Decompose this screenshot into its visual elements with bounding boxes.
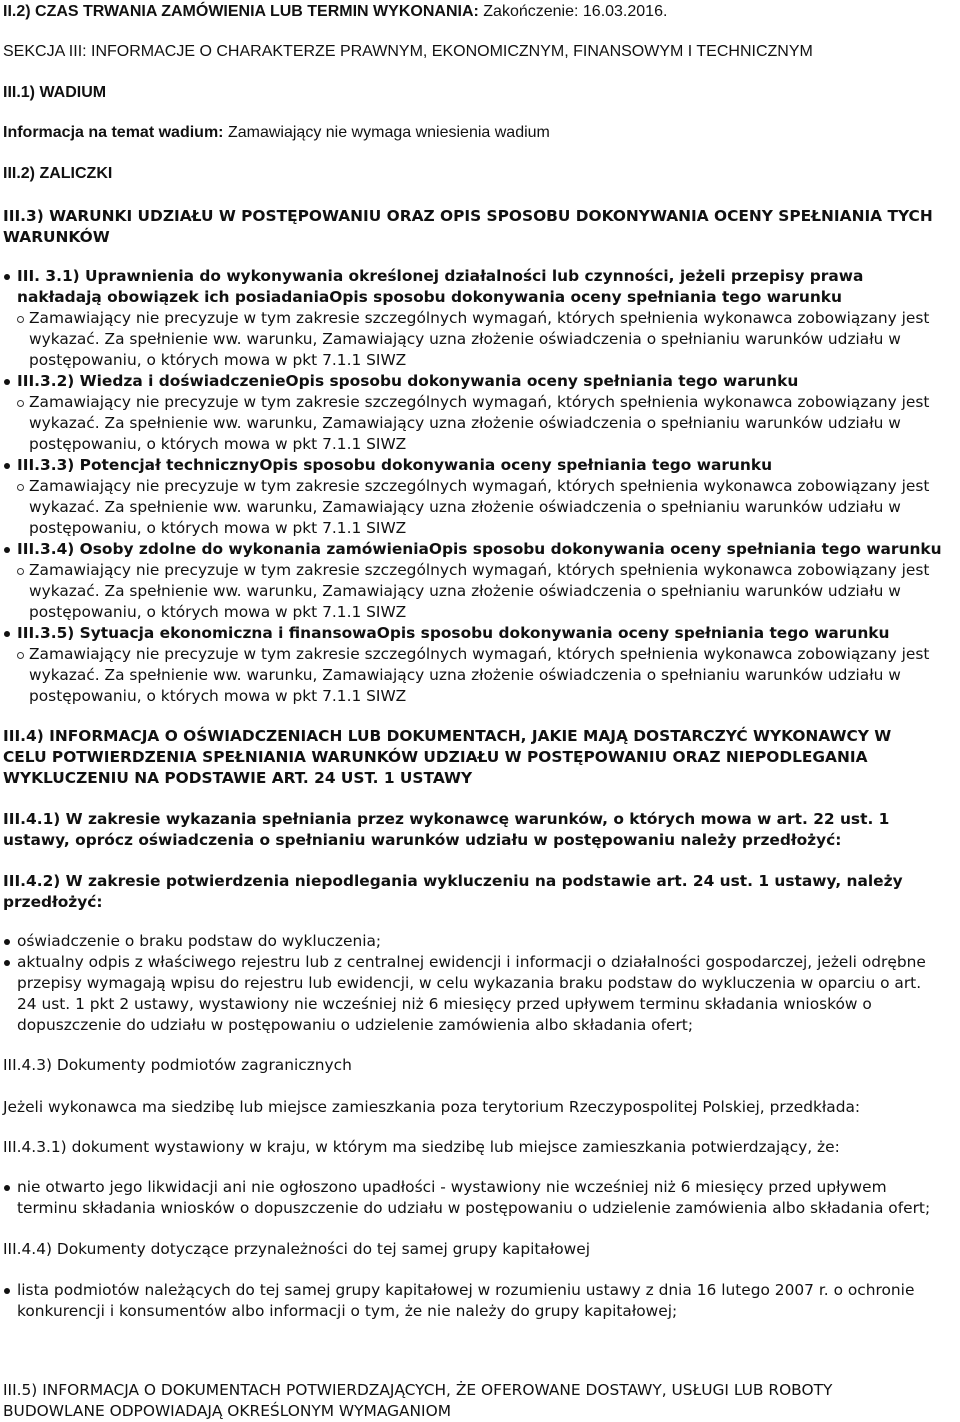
condition-desc-line1: Zamawiający nie precyzuje w tym zakresie szczególnych wymagań, których spełnienia wykonawca zobowiązany jest bbox=[29, 309, 930, 327]
list-item-line: lista podmiotów należących do tej samej grupy kapitałowej w rozumieniu ustawy z dnia 16 lutego 2007 r. o ochronie bbox=[17, 1281, 915, 1299]
condition-item bbox=[3, 539, 959, 623]
documents-p3: III.4.3) Dokumenty podmiotów zagranicznych bbox=[3, 1056, 352, 1074]
wadium-value: Zamawiający nie wymaga wniesienia wadium bbox=[227, 124, 550, 141]
documents-p1-line2: ustawy, oprócz oświadczenia o spełnianiu warunków udziału w postępowaniu należy przedłożyć: bbox=[3, 831, 842, 849]
condition-desc-line2: wykazać. Za spełnienie ww. warunku, Zamawiający uzna złożenie oświadczenia o spełnianiu warunków udziału w bbox=[29, 498, 901, 516]
documents-heading bbox=[3, 726, 959, 789]
list-item bbox=[3, 1177, 959, 1219]
confirming-heading-line1: III.5) INFORMACJA O DOKUMENTACH POTWIERDZAJĄCYCH, ŻE OFEROWANE DOSTAWY, USŁUGI LUB ROBOTY bbox=[3, 1381, 833, 1399]
list-item-line: konkurencji i konsumentów albo informacji o tym, że nie należy do grupy kapitałowej; bbox=[17, 1302, 678, 1320]
condition-item bbox=[3, 623, 959, 707]
condition-description bbox=[15, 476, 959, 539]
condition-title-line1: III.3.2) Wiedza i doświadczenieOpis sposobu dokonywania oceny spełniania tego warunku bbox=[17, 372, 799, 390]
list-item-line: terminu składania wniosków o dopuszczenie do udziału w postępowaniu o udzielenie zamówienia albo składania ofert; bbox=[17, 1199, 931, 1217]
duration-line bbox=[3, 2, 959, 22]
list-item bbox=[3, 952, 959, 1036]
wadium-label: Informacja na temat wadium: bbox=[3, 124, 224, 141]
condition-desc-line3: postępowaniu, o których mowa w pkt 7.1.1 SIWZ bbox=[29, 519, 407, 537]
condition-desc-line2: wykazać. Za spełnienie ww. warunku, Zamawiający uzna złożenie oświadczenia o spełnianiu warunków udziału w bbox=[29, 666, 901, 684]
foreign-documents-list bbox=[3, 1177, 959, 1219]
list-item-line: nie otwarto jego likwidacji ani nie ogłoszono upadłości - wystawiony nie wcześniej niż 6 miesięcy przed upływem bbox=[17, 1178, 887, 1196]
conditions-heading-line2: WARUNKÓW bbox=[3, 228, 110, 246]
documents-p2-line1: III.4.2) W zakresie potwierdzenia niepodlegania wykluczeniu na podstawie art. 24 ust. 1 ustawy, należy bbox=[3, 872, 903, 890]
condition-desc-line2: wykazać. Za spełnienie ww. warunku, Zamawiający uzna złożenie oświadczenia o spełnianiu warunków udziału w bbox=[29, 582, 901, 600]
condition-desc-line3: postępowaniu, o których mowa w pkt 7.1.1 SIWZ bbox=[29, 603, 407, 621]
condition-desc-line1: Zamawiający nie precyzuje w tym zakresie szczególnych wymagań, których spełnienia wykonawca zobowiązany jest bbox=[29, 645, 930, 663]
documents-heading-line1: III.4) INFORMACJA O OŚWIADCZENIACH LUB DOKUMENTACH, JAKIE MAJĄ DOSTARCZYĆ WYKONAWCY W bbox=[3, 727, 892, 745]
list-item-line: oświadczenie o braku podstaw do wykluczenia; bbox=[17, 932, 382, 950]
capital-group-list bbox=[3, 1280, 959, 1322]
list-item bbox=[3, 931, 959, 952]
condition-title bbox=[3, 623, 959, 644]
documents-heading-line3: WYKLUCZENIU NA PODSTAWIE ART. 24 UST. 1 USTAWY bbox=[3, 769, 473, 787]
condition-title-line1: III.3.5) Sytuacja ekonomiczna i finansowaOpis sposobu dokonywania oceny spełniania tego warunku bbox=[17, 624, 890, 642]
duration-label: II.2) CZAS TRWANIA ZAMÓWIENIA LUB TERMIN WYKONANIA: bbox=[3, 3, 479, 20]
list-item-line: dopuszczenie do udziału w postępowaniu o udzielenie zamówienia albo składania ofert; bbox=[17, 1016, 694, 1034]
documents-p4: Jeżeli wykonawca ma siedzibę lub miejsce zamieszkania poza terytorium Rzeczypospolitej Polskiej, przedkłada: bbox=[3, 1098, 861, 1116]
condition-desc-line3: postępowaniu, o których mowa w pkt 7.1.1 SIWZ bbox=[29, 435, 407, 453]
conditions-heading bbox=[3, 206, 959, 248]
zaliczki-heading: III.2) ZALICZKI bbox=[3, 165, 113, 182]
conditions-heading-line1: III.3) WARUNKI UDZIAŁU W POSTĘPOWANIU ORAZ OPIS SPOSOBU DOKONYWANIA OCENY SPEŁNIANIA TYCH bbox=[3, 207, 933, 225]
documents-heading-line2: CELU POTWIERDZENIA SPEŁNIANIA WARUNKÓW UDZIAŁU W POSTĘPOWANIU ORAZ NIEPODLEGANIA bbox=[3, 748, 868, 766]
wadium-info bbox=[3, 123, 959, 143]
confirming-documents-heading bbox=[3, 1380, 959, 1422]
documents-p6: III.4.4) Dokumenty dotyczące przynależności do tej samej grupy kapitałowej bbox=[3, 1240, 590, 1258]
condition-title-line1: III.3.4) Osoby zdolne do wykonania zamówieniaOpis sposobu dokonywania oceny spełniania tego warunku bbox=[17, 540, 942, 558]
condition-description bbox=[15, 392, 959, 455]
condition-desc-line2: wykazać. Za spełnienie ww. warunku, Zamawiający uzna złożenie oświadczenia o spełnianiu warunków udziału w bbox=[29, 330, 901, 348]
condition-item bbox=[3, 371, 959, 455]
condition-item bbox=[3, 266, 959, 371]
condition-title bbox=[3, 455, 959, 476]
documents-p5: III.4.3.1) dokument wystawiony w kraju, w którym ma siedzibę lub miejsce zamieszkania potwierdzający, że: bbox=[3, 1138, 840, 1156]
documents-p2 bbox=[3, 871, 959, 913]
condition-title-line1: III.3.3) Potencjał technicznyOpis sposobu dokonywania oceny spełniania tego warunku bbox=[17, 456, 773, 474]
list-item bbox=[3, 1280, 959, 1322]
section-iii-title: SEKCJA III: INFORMACJE O CHARAKTERZE PRAWNYM, EKONOMICZNYM, FINANSOWYM I TECHNICZNYM bbox=[3, 43, 813, 60]
list-item-line: przepisy wymagają wpisu do rejestru lub ewidencji, w celu wykazania braku podstaw do wykluczenia w oparciu o art. bbox=[17, 974, 922, 992]
condition-description bbox=[15, 644, 959, 707]
condition-desc-line3: postępowaniu, o których mowa w pkt 7.1.1 SIWZ bbox=[29, 351, 407, 369]
condition-title bbox=[3, 266, 959, 308]
list-item-line: aktualny odpis z właściwego rejestru lub z centralnej ewidencji i informacji o działalności gospodarczej, jeżeli odrębne bbox=[17, 953, 926, 971]
condition-description bbox=[15, 308, 959, 371]
condition-desc-line1: Zamawiający nie precyzuje w tym zakresie szczególnych wymagań, których spełnienia wykonawca zobowiązany jest bbox=[29, 393, 930, 411]
condition-title bbox=[3, 539, 959, 560]
condition-desc-line2: wykazać. Za spełnienie ww. warunku, Zamawiający uzna złożenie oświadczenia o spełnianiu warunków udziału w bbox=[29, 414, 901, 432]
condition-description bbox=[15, 560, 959, 623]
condition-title-line2: nakładają obowiązek ich posiadaniaOpis sposobu dokonywania oceny spełniania tego warunku bbox=[17, 288, 842, 306]
condition-item bbox=[3, 455, 959, 539]
condition-title-line1: III. 3.1) Uprawnienia do wykonywania określonej działalności lub czynności, jeżeli przepisy prawa bbox=[17, 267, 864, 285]
wadium-heading: III.1) WADIUM bbox=[3, 84, 107, 101]
duration-value: Zakończenie: 16.03.2016. bbox=[483, 3, 668, 20]
documents-p2-line2: przedłożyć: bbox=[3, 893, 103, 911]
condition-desc-line1: Zamawiający nie precyzuje w tym zakresie szczególnych wymagań, których spełnienia wykonawca zobowiązany jest bbox=[29, 561, 930, 579]
list-item-line: 24 ust. 1 pkt 2 ustawy, wystawiony nie wcześniej niż 6 miesięcy przed upływem terminu składania wniosków o bbox=[17, 995, 872, 1013]
condition-desc-line3: postępowaniu, o których mowa w pkt 7.1.1 SIWZ bbox=[29, 687, 407, 705]
confirming-heading-line2: BUDOWLANE ODPOWIADAJĄ OKREŚLONYM WYMAGANIOM bbox=[3, 1402, 451, 1420]
documents-p1 bbox=[3, 809, 959, 851]
exclusion-documents-list bbox=[3, 931, 959, 1036]
condition-desc-line1: Zamawiający nie precyzuje w tym zakresie szczególnych wymagań, których spełnienia wykonawca zobowiązany jest bbox=[29, 477, 930, 495]
condition-title bbox=[3, 371, 959, 392]
conditions-list bbox=[3, 266, 959, 707]
documents-p1-line1: III.4.1) W zakresie wykazania spełniania przez wykonawcę warunków, o których mowa w art. 22 ust. 1 bbox=[3, 810, 890, 828]
